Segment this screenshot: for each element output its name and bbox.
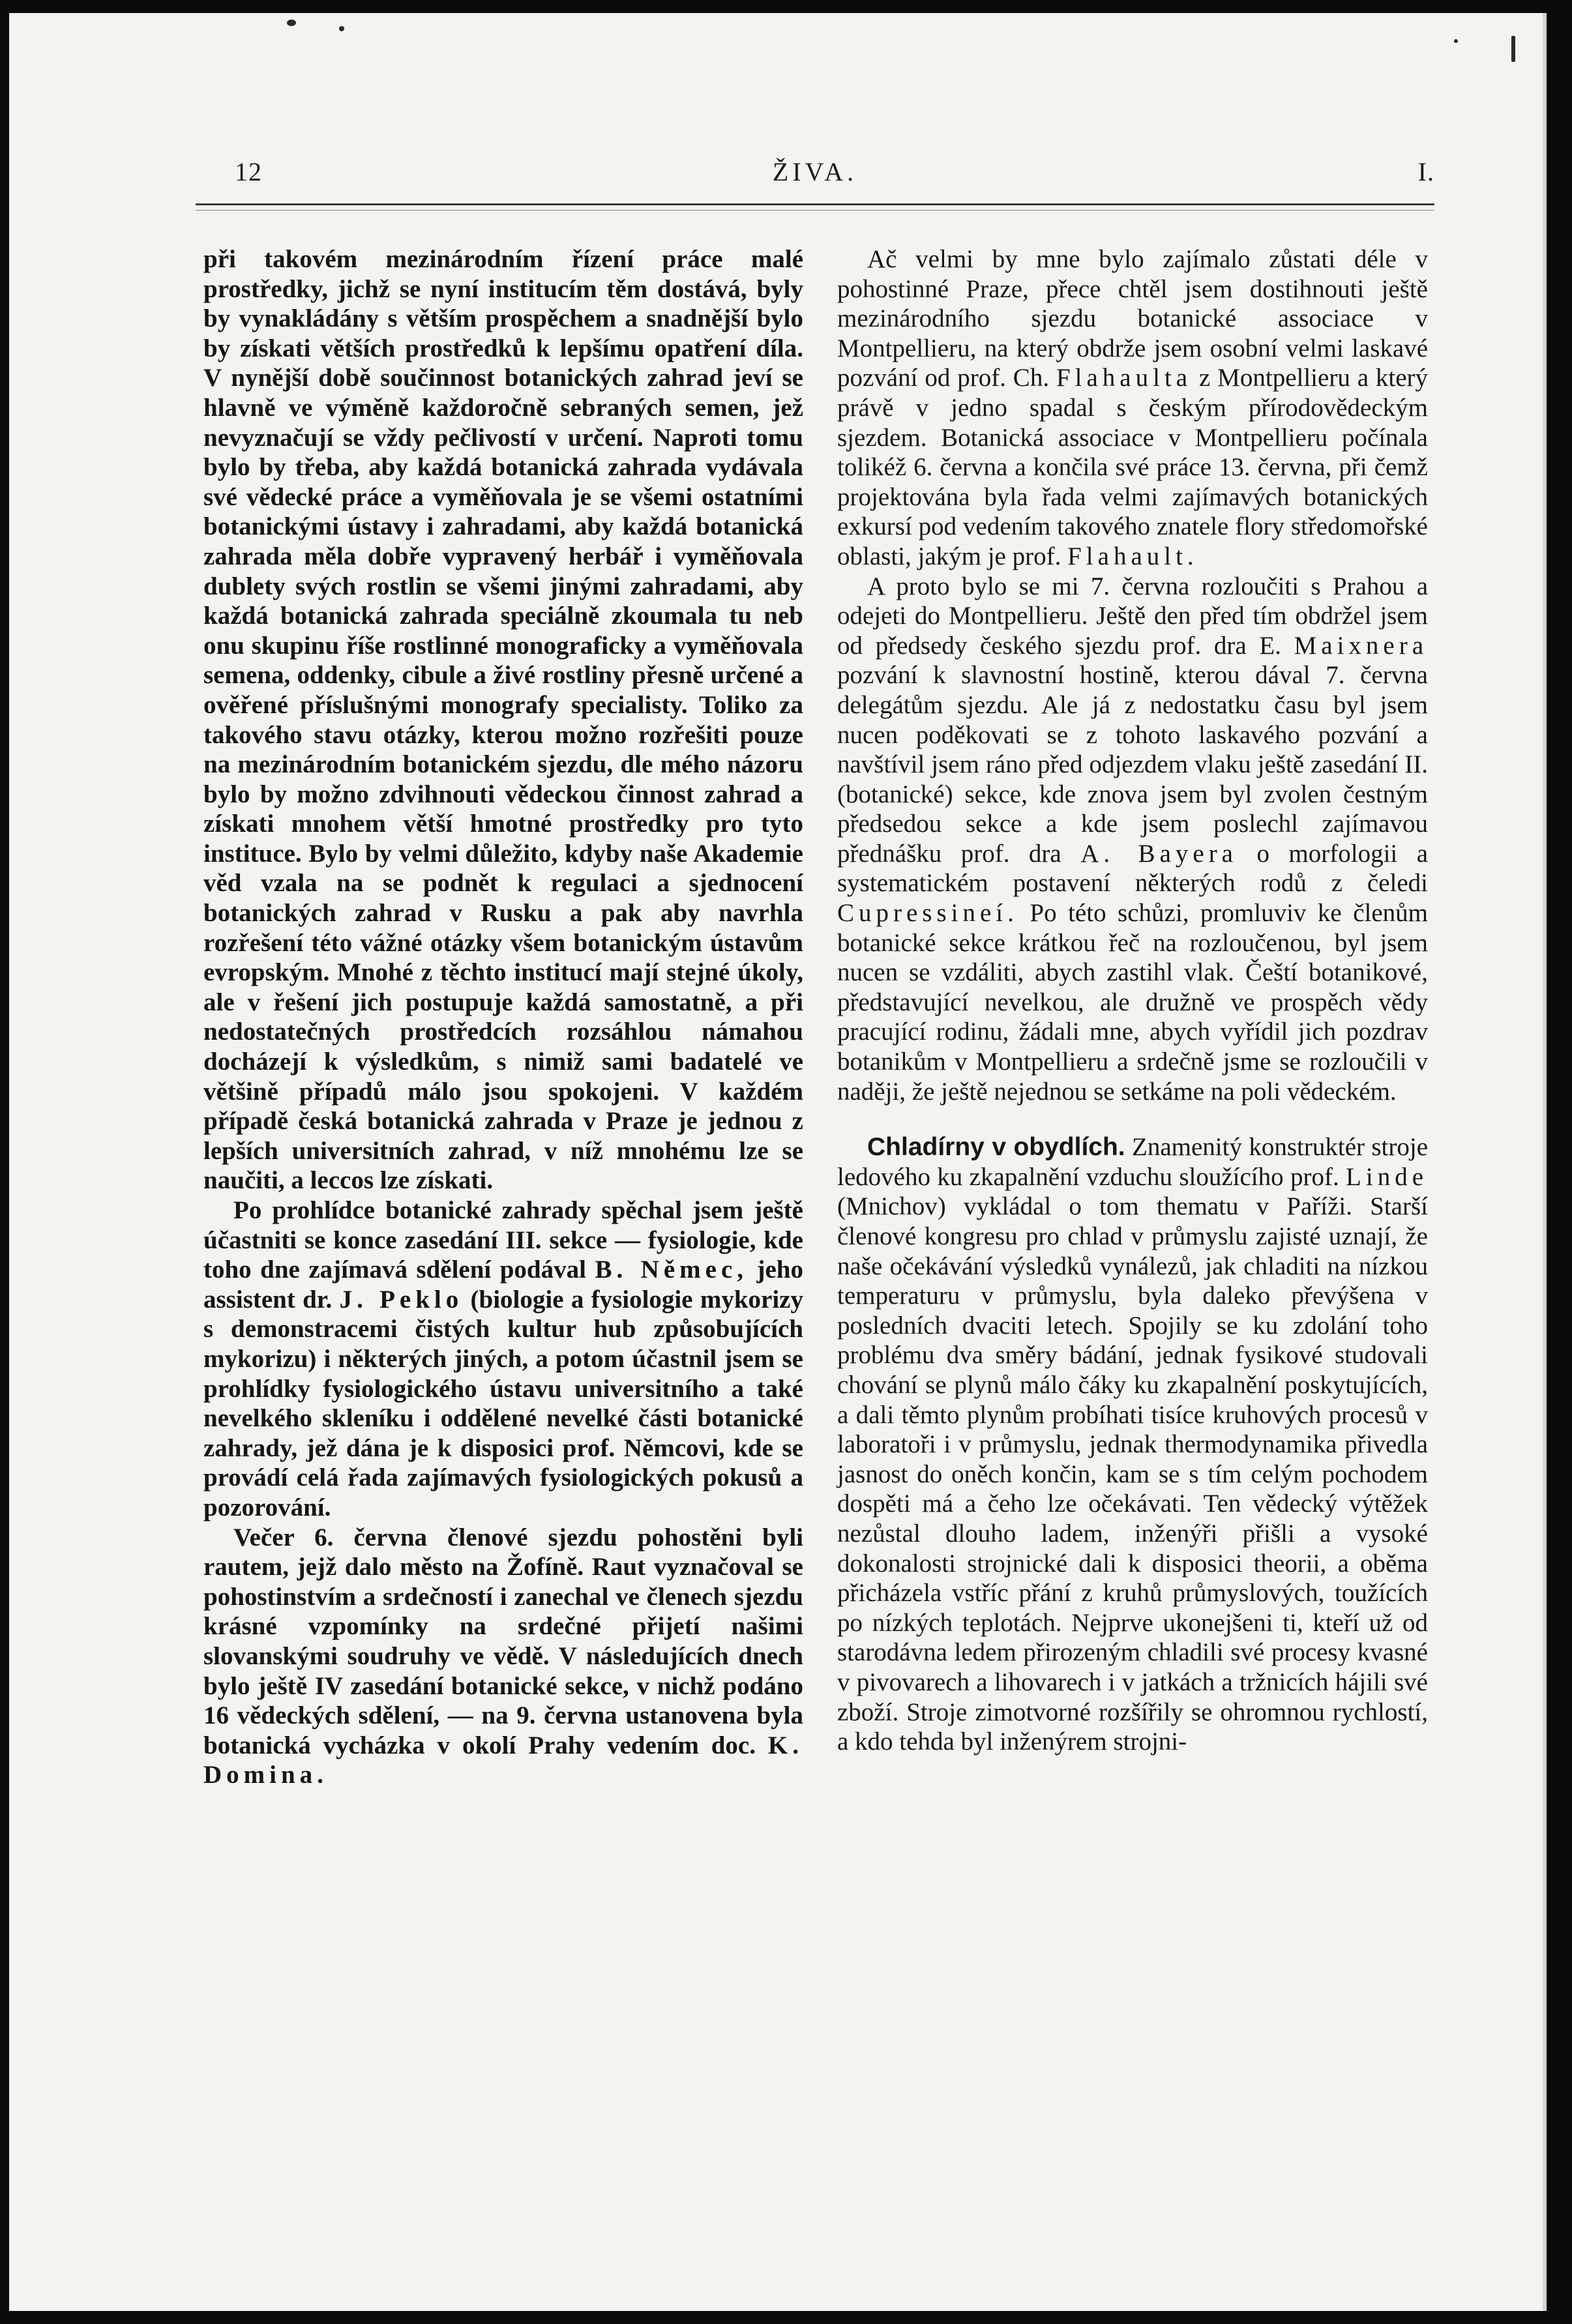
scan-speck [1511,36,1515,62]
person-name: A. Bayera [1080,839,1238,868]
paragraph-text: (Mnichov) vykládal o tom thematu v Paříži. Starší členové kongresu pro chlad v průmyslu zajisté uznají, že naše očekávání výsledků vynálezů, jak chladiti na nízkou temperaturu v průmyslu, byla daleko převýšena v posledních dvaciti letech. Spojily se ku zdolání toho problému dva směry bádání, jednak fysikové studovali chování se plynů málo čáky ku zkapalnění poskytujících, a dali těmto plynům probíhati tisíce kruhových procesů v laboratoři i v průmyslu, jednak thermodynamika přivedla jasnost do oněch končin, kam se s tím celým pochodem dospěti má a čeho lze očekávati. Ten vědecký výtěžek nezůstal dlouho ladem, inženýři přišli a vysoké dokonalosti strojnické dali k disposici theorii, a oběma přicházela vstříc přání z kruhů průmyslových, toužících po nízkých teplotách. Nejprve ukonejšeni ti, kteří už od starodávna ledem přirozeným chladili své procesy kvasné v pivovarech a lihovarech i v jatkách a tržnicích hájili své zboží. Stroje zimotvorné rozšířily se ohromnou rychlostí, a kdo tehda byl inženýrem strojni- [837,1192,1428,1756]
paragraph-text: jeho assistent dr. [203,1256,803,1314]
paragraph-text: pozvání k slavnostní hostině, kterou dával 7. června delegátům sjezdu. Ale já z nedostatku času byl jsem nucen poděkovati se z tohoto laskavého pozvání a navštívil jsem ráno před odjezdem vlaku ještě zasedání II. (botanické) sekce, kde znova jsem byl zvolen čestným předsedou sekce a kde jsem poslechl zajímavou přednášku prof. dra [837,661,1428,868]
paragraph-text: o morfologii a systematickém postavení některých rodů z čeledi [837,839,1429,898]
paragraph-text: (biologie a fysiologie mykorizy s demonstracemi čistých kultur hub způsobujících mykorizu) i některých jiných, a potom účastnil jsem se prohlídky fysiologického ústavu universitního a také nevelkého skleníku i oddělené nevelké části botanické zahrady, jež dána je k disposici prof. Němcovi, kde se provádí celá řada zajímavých fysiologických pokusů a pozorování. [203,1285,803,1522]
volume-number: I. [1417,157,1434,186]
paragraph [203,1196,803,1523]
scan-speck [287,20,296,26]
header-rule [196,203,1434,205]
person-name: K. Domina. [203,1731,803,1789]
person-name: Maixnera [1294,631,1429,660]
person-name: J. Peklo [339,1285,464,1314]
person-name: B. Němec, [595,1256,749,1284]
scan-speck [339,26,344,31]
paragraph-text: Po této schůzi, promluviv ke členům botanické sekce krátkou řeč na rozloučenou, byl jsem nucen se vzdáliti, abych zastihl vlak. Čeští botanikové, představující nevelkou, ale družně ve prospěch vědy pracující rodinu, žádali mne, abych vyřídil jich pozdrav botanikům v Montpellieru a srdečně jsme se rozloučili v naději, že ještě nejednou se setkáme na poli vědeckém. [837,899,1429,1106]
paragraph-text: Večer 6. června členové sjezdu pohostěni byli rautem, jejž dalo město na Žofíně. Raut vyznačoval se pohostinstvím a srdečností i zanechal ve členech sjezdu krásné vzpomínky na srdečné přijetí našimi slovanskými soudruhy ve vědě. V následujících dnech bylo ještě IV zasedání botanické sekce, v nichž podáno 16 vědeckých sdělení, — na 9. června ustanovena byla botanická vycházka v okolí Prahy vedením doc. [203,1523,803,1759]
paragraph-text: Ač velmi by mne bylo zajímalo zůstati déle v pohostinné Praze, přece chtěl jsem dostihnouti ještě mezinárodního sjezdu botanické associace v Montpellieru, na který obdrže jsem osobní velmi laskavé pozvání od prof. Ch. [837,245,1428,392]
paragraph-text: z Montpellieru a který právě v jedno spadal s českým přírodovědeckým sjezdem. Botanická associace v Montpellieru počínala tolikéž 6. června a končila své práce 13. června, při čemž projektována byla řada velmi zajímavých botanických exkursí pod vedením takového znatele flory středomořské oblasti, jakým je prof. [837,364,1429,570]
header-rule-thin [196,210,1434,211]
person-name: Flahaulta [1056,364,1193,392]
paragraph-text: Znamenitý konstruktér stroje ledového ku zkapalnění vzduchu sloužícího prof. [837,1133,1429,1191]
right-column [837,244,1428,1757]
page-number: 12 [235,157,262,186]
paragraph [203,244,803,1196]
journal-title: ŽIVA. [772,157,858,186]
person-name: Linde [1346,1162,1429,1191]
paragraph [837,1132,1428,1756]
page-header [196,156,1434,196]
taxon-name: Cupressineí. [837,899,1018,928]
paragraph [837,572,1428,1107]
paragraph-text: A proto bylo se mi 7. června rozloučiti s Prahou a odejeti do Montpellieru. Ještě den před tím obdržel jsem od předsedy českého sjezdu prof. dra E. [837,572,1428,660]
left-column [203,244,803,1790]
person-name: Flahault. [1067,542,1198,570]
section-heading: Chladírny v obydlích. [867,1133,1125,1162]
paragraph [203,1523,803,1790]
scan-speck [1454,39,1458,43]
paragraph [837,244,1428,572]
paragraph-text: Po prohlídce botanické zahrady spěchal jsem ještě účastniti se konce zasedání III. sekce — fysiologie, kde toho dne zajímavá sdělení podával [203,1196,803,1284]
paragraph-text: při takovém mezinárodním řízení práce malé prostředky, jichž se nyní institucím těm dostává, byly by vynakládány s větším prospěchem a snadnější bylo by získati větších prostředků k lepšímu opatření díla. V nynější době součinnost botanických zahrad jeví se hlavně ve výměně každoročně sebraných semen, jež nevyznačují se vždy pečlivostí v určení. Naproti tomu bylo by třeba, aby každá botanická zahrada vydávala své vědecké práce a vyměňovala je se všemi ostatními botanickými ústavy i zahradami, aby každá botanická zahrada měla dobře vypravený herbář i vyměňovala dublety svých rostlin se všemi jinými zahradami, aby každá botanická zahrada speciálně zkoumala tu neb onu skupinu říše rostlinné monograficky a vyměňovala semena, oddenky, cibule a živé rostliny přesně určené a ověřené příslušnými monografy specialisty. Toliko za takového stavu otázky, kterou možno rozřešiti pouze na mezinárodním botanickém sjezdu, dle mého názoru bylo by možno zdvihnouti vědeckou činnost zahrad a získati mnohem větší hmotné prostředky pro tyto instituce. Bylo by velmi důležito, kdyby naše Akademie věd vzala na se podnět k regulaci a sjednocení botanických zahrad v Rusku a pak aby navrhla rozřešení této vážné otázky všem botanickým ústavům evropským. Mnohé z těchto institucí mají stejné úkoly, ale v řešení jich postupuje každá samostatně, a při nedostatečných prostředcích rozsáhlou námahou docházejí k výsledkům, s nimiž sami badatelé ve většině případů málo jsou spokojeni. V každém případě česká botanická zahrada v Praze je jednou z lepších universitních zahrad, v níž mnohému lze se naučiti, a leccos lze získati. [203,245,803,1195]
